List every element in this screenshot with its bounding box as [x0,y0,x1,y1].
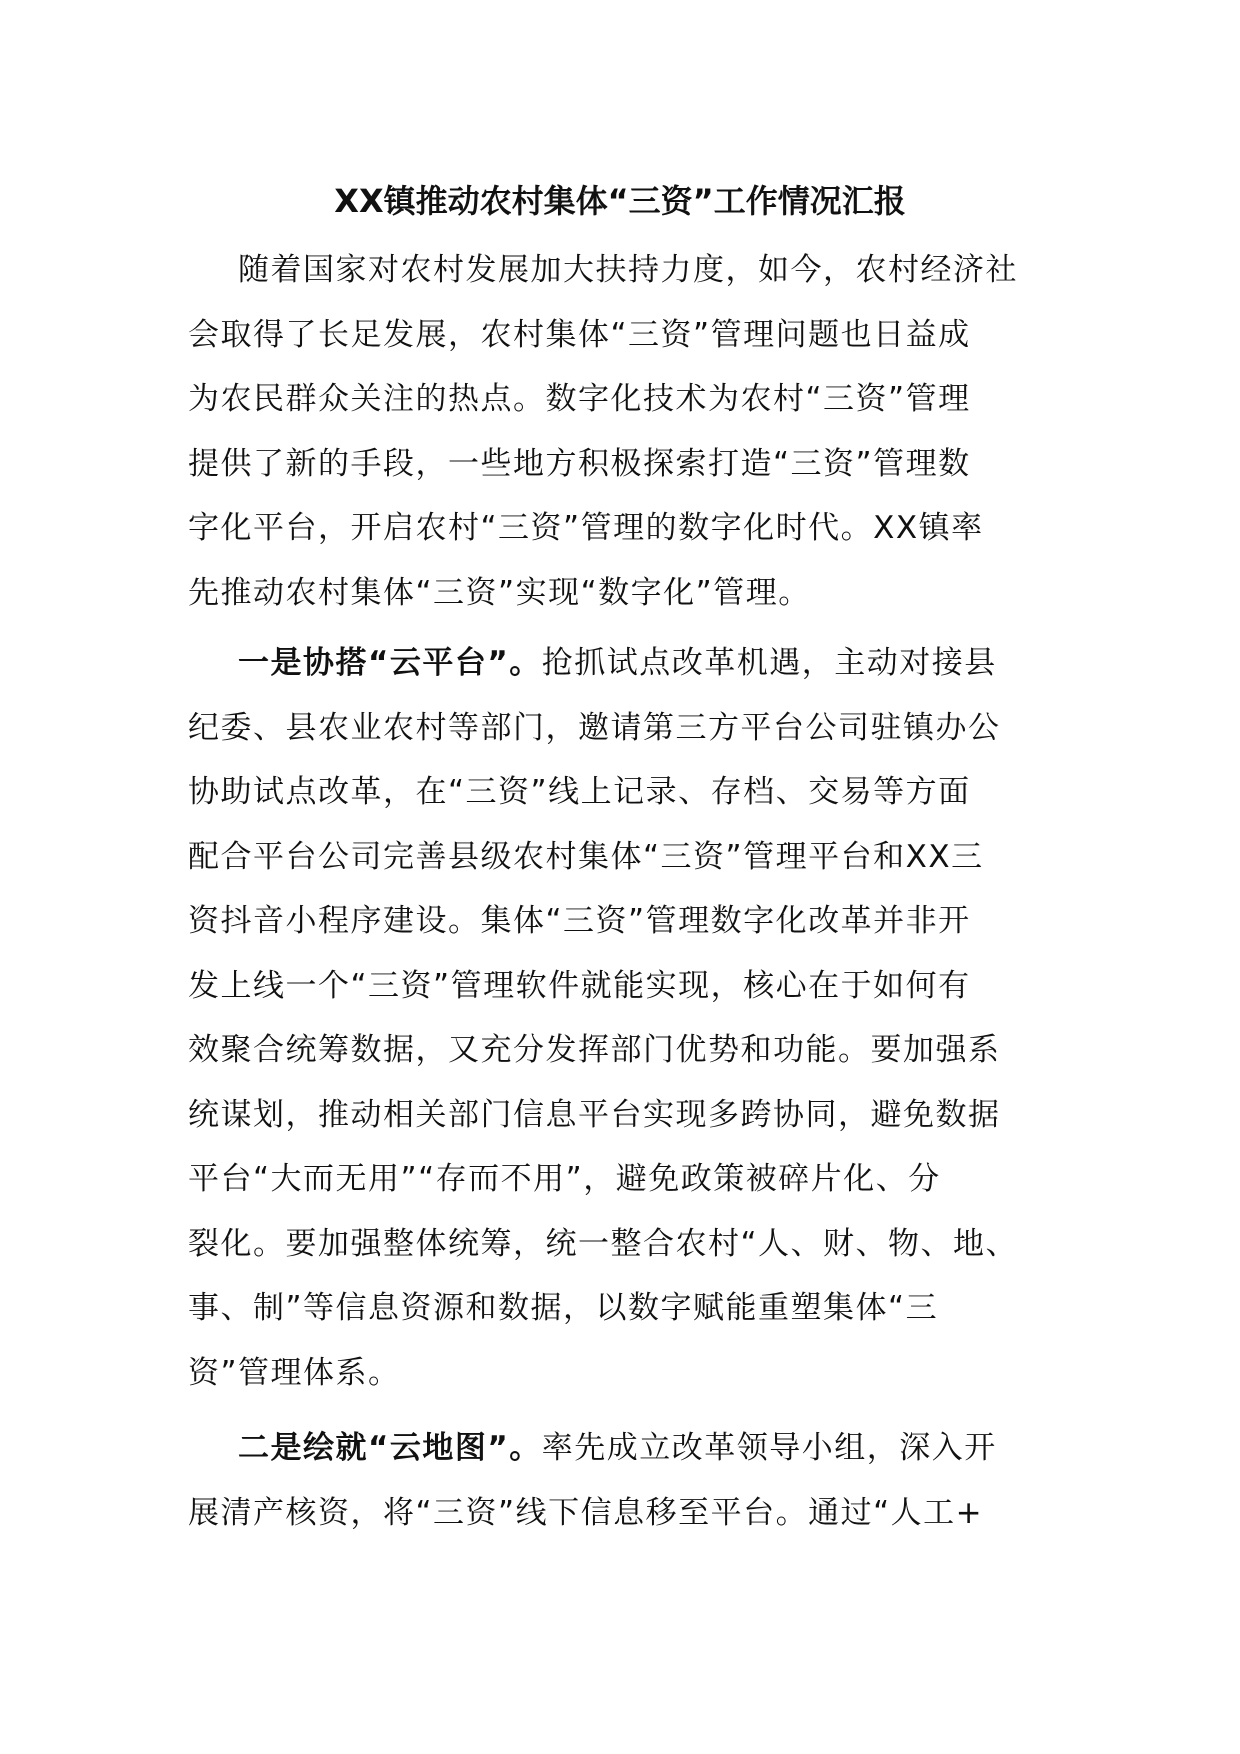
text-line: 纪委、县农业农村等部门，邀请第三方平台公司驻镇办公 [188,709,1001,746]
text-line: 裂化。要加强整体统筹，统一整合农村“人、财、物、地、 [188,1225,1019,1262]
text-line: 会取得了长足发展，农村集体“三资”管理问题也日益成 [188,316,971,353]
text-span: 抢抓试点改革机遇，主动对接县 [541,645,997,681]
text-line: 发上线一个“三资”管理软件就能实现，核心在于如何有 [188,967,971,1004]
section-heading: 一是协搭“云平台”。 [238,645,542,681]
text-line: 提供了新的手段，一些地方积极探索打造“三资”管理数 [188,445,971,482]
text-line: 资”管理体系。 [188,1354,401,1391]
text-line: 字化平台，开启农村“三资”管理的数字化时代。XX镇率 [188,510,984,546]
text-line: 协助试点改革，在“三资”线上记录、存档、交易等方面 [188,774,971,810]
paragraph-cloud-platform [188,631,1068,1405]
text-line: 统谋划，推动相关部门信息平台实现多跨协同，避免数据 [188,1096,1001,1133]
text-line: 事、制”等信息资源和数据，以数字赋能重塑集体“三 [188,1290,939,1326]
text-line: 先推动农村集体“三资”实现“数字化”管理。 [188,574,811,611]
section-heading: 二是绘就“云地图”。 [238,1430,542,1466]
text-line [188,631,1068,696]
document-title: XX镇推动农村集体“三资”工作情况汇报 [334,182,906,220]
text-line: 平台“大而无用”“存而不用”，避免政策被碎片化、分 [188,1161,941,1197]
text-line [188,1416,1068,1481]
text-line: 配合平台公司完善县级农村集体“三资”管理平台和XX三 [188,838,984,875]
text-line: 展清产核资，将“三资”线下信息移至平台。通过“人工+ [188,1494,984,1531]
text-line: 随着国家对农村发展加大扶持力度，如今，农村经济社 [238,252,1018,288]
text-line: 资抖音小程序建设。集体“三资”管理数字化改革并非开 [188,903,971,939]
text-line: 为农民群众关注的热点。数字化技术为农村“三资”管理 [188,381,971,417]
paragraph-cloud-map [188,1416,1068,1545]
text-span: 率先成立改革领导小组，深入开 [541,1430,997,1466]
text-line: 效聚合统筹数据，又充分发挥部门优势和功能。要加强系 [188,1032,1001,1068]
paragraph-intro [188,238,1068,625]
